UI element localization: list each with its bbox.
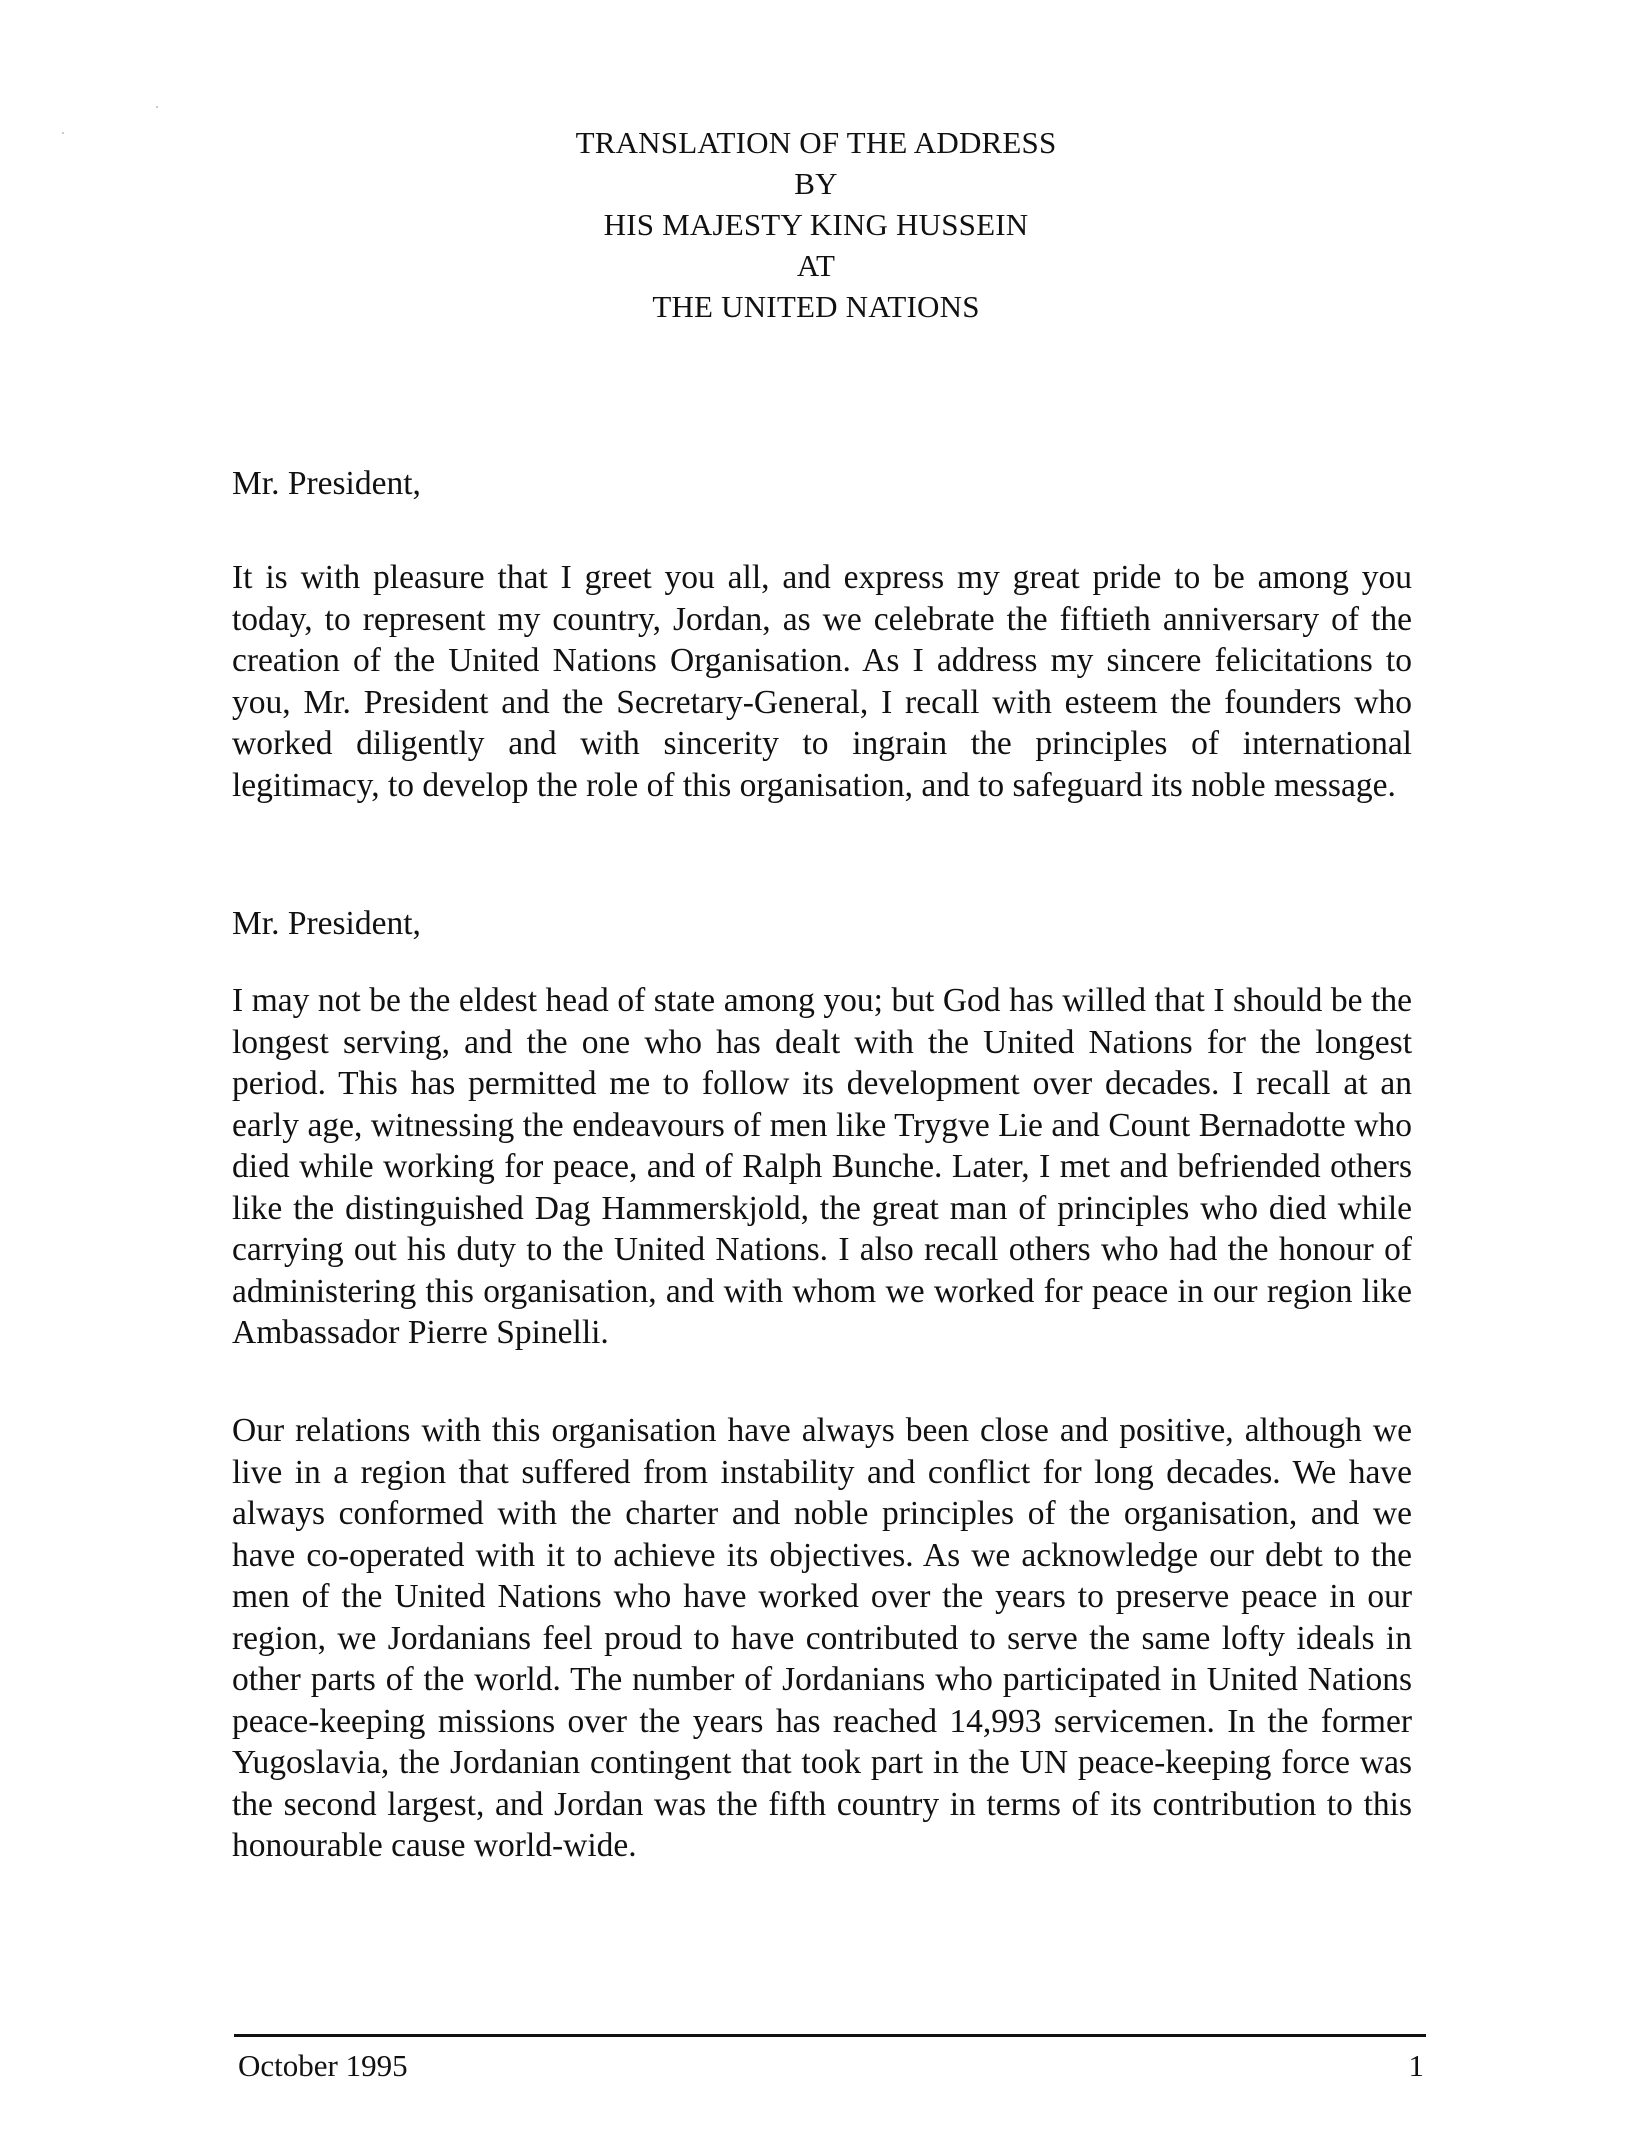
title-line-1: TRANSLATION OF THE ADDRESS	[575, 125, 1057, 160]
document-title	[0, 122, 1632, 327]
footer-divider	[234, 2034, 1426, 2037]
salutation: Mr. President,	[232, 465, 421, 502]
paragraph-jordan-relations: Our relations with this organisation have always been close and positive, although we live in a region that suffered from instability and conflict for long decades. We have always conformed with the charter and noble principles of the organisation, and we have co-operated with it to achieve its objectives. As we acknowledge our debt to the men of the United Nations who have worked over the years to preserve peace in our region, we Jordanians feel proud to have contributed to serve the same lofty ideals in other parts of the world. The number of Jordanians who participated in United Nations peace-keeping missions over the years has reached 14,993 servicemen. In the former Yugoslavia, the Jordanian contingent that took part in the UN peace-keeping force was the second largest, and Jordan was the fifth country in terms of its contribution to this honourable cause world-wide.	[232, 1412, 1412, 1864]
title-line-5: THE UNITED NATIONS	[652, 289, 980, 324]
salutation: Mr. President,	[232, 905, 421, 942]
scan-speck	[156, 106, 158, 108]
paragraph-opening-greeting: It is with pleasure that I greet you all, and express my great pride to be among you today, to represent my country, Jordan, as we celebrate the fiftieth anniversary of the creation of the United Nations Organisation. As I address my sincere felicitations to you, Mr. President and the Secretary-General, I recall with esteem the founders who worked diligently and with sincerity to ingrain the principles of international legitimacy, to develop the role of this organisation, and to safeguard its noble message.	[232, 559, 1412, 804]
paragraph-un-history: I may not be the eldest head of state among you; but God has willed that I should be the longest serving, and the one who has dealt with the United Nations for the longest period. This has permitted me to follow its development over decades. I recall at an early age, witnessing the endeavours of men like Trygve Lie and Count Bernadotte who died while working for peace, and of Ralph Bunche. Later, I met and befriended others like the distinguished Dag Hammerskjold, the great man of principles who died while carrying out his duty to the United Nations. I also recall others who had the honour of administering this organisation, and with whom we worked for peace in our region like Ambassador Pierre Spinelli.	[232, 982, 1412, 1351]
page-number: 1	[1408, 2048, 1424, 2083]
footer-date: October 1995	[238, 2048, 408, 2083]
title-line-4: AT	[796, 248, 836, 283]
title-line-2: BY	[794, 166, 838, 201]
title-line-3: HIS MAJESTY KING HUSSEIN	[603, 207, 1029, 242]
